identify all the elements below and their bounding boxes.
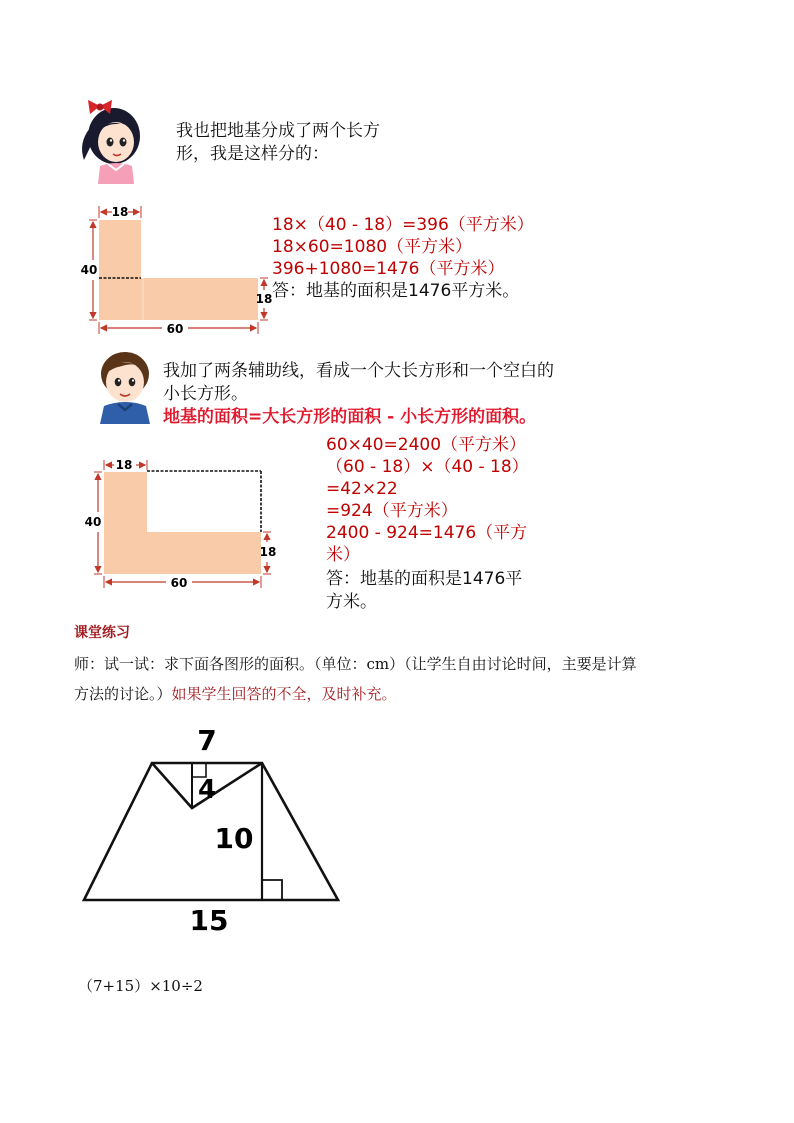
dim-label-top: 18 <box>111 205 129 219</box>
calc2-line4: =924（平方米） <box>326 501 458 521</box>
boy-icon <box>92 348 158 424</box>
girl-speech-line1: 我也把地基分成了两个长方 <box>176 121 380 141</box>
girl-speech-line2: 形，我是这样分的： <box>176 144 329 164</box>
trapezoid-figure <box>76 722 356 942</box>
label-top-base: 7 <box>197 724 217 757</box>
calc1-answer: 答：地基的面积是1476平方米。 <box>272 281 520 301</box>
dim-label-right: 18 <box>255 292 273 306</box>
teacher-line2-part2: 如果学生回答的不全，及时补充。 <box>171 685 397 703</box>
dim-label-left: 40 <box>84 515 102 529</box>
l-shape <box>104 472 261 574</box>
calc2-line5: 2400 - 924=1476（平方 <box>326 523 528 543</box>
dim-label-right: 18 <box>259 545 277 559</box>
teacher-line1: 师：试一试：求下面各图形的面积。（单位：cm）（让学生自由讨论时间，主要是计算 <box>74 655 637 673</box>
girl-avatar <box>78 98 148 184</box>
right-angle-mark-bottom <box>262 880 282 900</box>
calc2-answer2: 方米。 <box>326 592 377 612</box>
l-shape-diagram-split <box>78 202 278 338</box>
teacher-line2-part1: 方法的讨论。） <box>74 685 172 703</box>
l-shape-diagram-auxiliary <box>80 456 280 592</box>
teacher-line2 <box>74 684 397 704</box>
boy-speech-line2: 小长方形。 <box>163 384 248 404</box>
calc1-line3: 396+1080=1476（平方米） <box>272 259 505 279</box>
label-height: 10 <box>214 822 254 855</box>
calc2-line2: （60 - 18）×（40 - 18） <box>326 457 529 477</box>
boy-avatar <box>92 348 158 424</box>
dim-label-bottom: 60 <box>170 576 188 590</box>
calc1-line1: 18×（40 - 18）=396（平方米） <box>272 215 534 235</box>
dim-label-left: 40 <box>80 263 98 277</box>
dim-label-bottom: 60 <box>166 322 184 336</box>
girl-icon <box>78 98 148 184</box>
label-inner-height: 4 <box>197 775 217 805</box>
calc2-line3: =42×22 <box>326 479 398 499</box>
calc2-line1: 60×40=2400（平方米） <box>326 435 527 455</box>
boy-speech-line1: 我加了两条辅助线，看成一个大长方形和一个空白的 <box>163 361 554 381</box>
l-shape <box>99 220 258 320</box>
practice-heading: 课堂练习 <box>74 625 130 641</box>
dim-label-top: 18 <box>115 458 133 472</box>
calc2-answer1: 答：地基的面积是1476平 <box>326 569 523 589</box>
label-bottom-base: 15 <box>189 904 229 937</box>
final-formula: （7+15）×10÷2 <box>78 977 203 995</box>
boy-formula: 地基的面积=大长方形的面积 - 小长方形的面积。 <box>163 407 537 427</box>
calc2-line6: 米） <box>326 545 360 565</box>
calc1-line2: 18×60=1080（平方米） <box>272 237 473 257</box>
